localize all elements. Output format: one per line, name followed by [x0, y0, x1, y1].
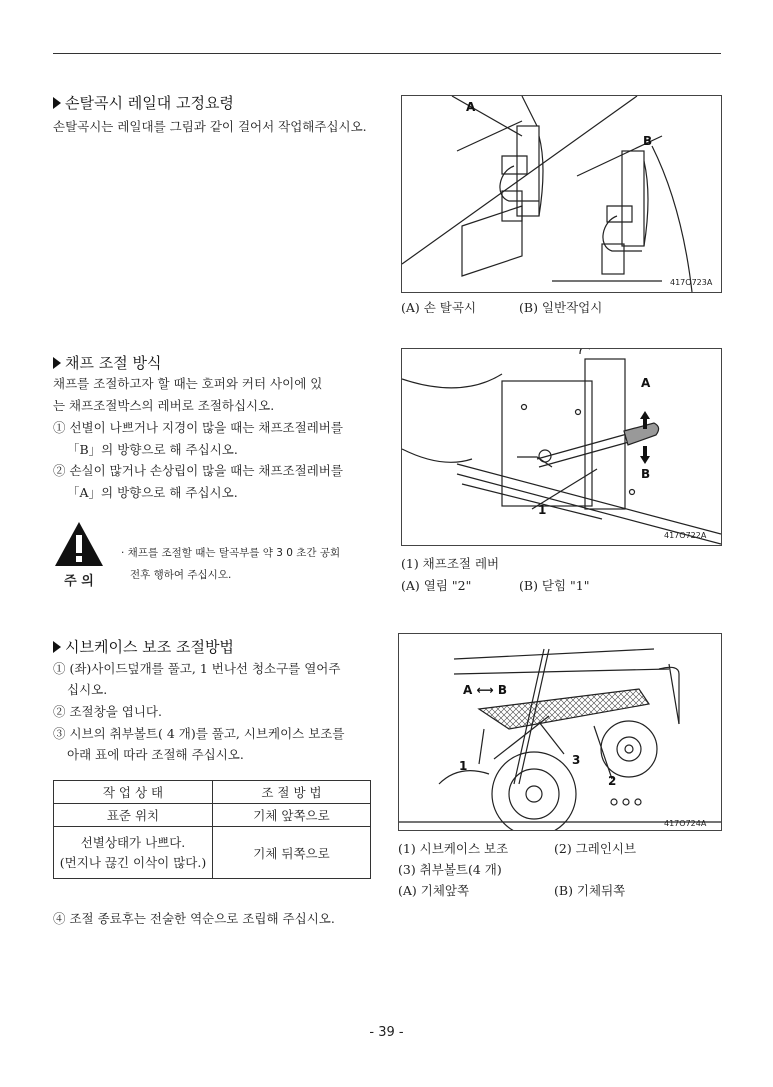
warning-icon: [53, 520, 105, 568]
figure-code: 417O722A: [664, 531, 707, 540]
rail-illustration: [402, 96, 721, 292]
caption-3: (3) 취부볼트(4 개): [398, 862, 502, 877]
label-a-b: A ⟷ B: [463, 683, 507, 697]
header-rule: [53, 53, 721, 54]
caption-b: (B) 일반작업시: [519, 300, 603, 315]
table-row: [54, 804, 371, 827]
caption-b: (B) 기체뒤쪽: [554, 883, 626, 898]
figure-code: 417O723A: [670, 278, 713, 287]
rail-figure: [401, 95, 722, 293]
table-cell: 선별상태가 나쁘다. (먼지나 끊긴 이삭이 많다.): [54, 827, 213, 879]
chaff-line-5: ② 손실이 많거나 손상립이 많을 때는 채프조절레버를: [53, 463, 343, 478]
label-a: A: [466, 100, 476, 114]
sieve-case-illustration: [399, 634, 721, 830]
table-header: 작 업 상 태: [54, 781, 213, 804]
chaff-figure: [401, 348, 722, 546]
triangle-bullet-icon: [53, 97, 61, 109]
table-row: [54, 827, 371, 879]
triangle-bullet-icon: [53, 357, 61, 369]
section-heading-rail-fix: 손탈곡시 레일대 고정요령: [53, 92, 234, 113]
caption-a: (A) 손 탈곡시: [401, 300, 477, 315]
sieve-line-2: 십시오.: [67, 682, 108, 697]
label-2: 2: [608, 774, 617, 788]
warning-label: 주 의: [64, 574, 94, 589]
chaff-line-4: 「B」의 방향으로 해 주십시오.: [67, 442, 238, 457]
chaff-line-2: 는 채프조절박스의 레버로 조절하십시오.: [53, 398, 275, 413]
caption-b: (B) 닫힘 "1": [519, 578, 590, 593]
caption-a: (A) 기체앞쪽: [398, 883, 470, 898]
caption-1: (1) 채프조절 레버: [401, 556, 500, 571]
sieve-line-3: ② 조절창을 엽니다.: [53, 704, 162, 719]
adjustment-table: [53, 780, 371, 879]
table-cell: 기체 뒤쪽으로: [213, 827, 371, 879]
caption-a: (A) 열림 "2": [401, 578, 472, 593]
label-1: 1: [459, 759, 468, 773]
caption-1: (1) 시브케이스 보조: [398, 841, 509, 856]
table-header: 조 절 방 법: [213, 781, 371, 804]
warning-line-1: · 채프를 조절할 때는 탈곡부를 약 3 0 초간 공회: [121, 547, 341, 559]
label-1: 1: [538, 503, 547, 517]
label-3: 3: [572, 753, 581, 767]
label-a: A: [641, 376, 651, 390]
page-number: - 39 -: [369, 1025, 404, 1040]
table-cell: 기체 앞쪽으로: [213, 804, 371, 827]
caption-2: (2) 그레인시브: [554, 841, 637, 856]
chaff-line-1: 채프를 조절하고자 할 때는 호퍼와 커터 사이에 있: [53, 376, 323, 391]
sieve-line-4: ③ 시브의 취부볼트( 4 개)를 풀고, 시브케이스 보조를: [53, 726, 345, 741]
warning-line-2: 전후 행하여 주십시오.: [130, 569, 232, 581]
sieve-line-1: ① (좌)사이드덮개를 풀고, 1 번나선 청소구를 열어주: [53, 661, 341, 676]
sieve-figure: [398, 633, 722, 831]
chaff-lever-illustration: [402, 349, 721, 545]
section-heading-sieve: 시브케이스 보조 조절방법: [53, 636, 234, 657]
sieve-line-5: 아래 표에 따라 조절해 주십시오.: [67, 747, 244, 762]
chaff-line-3: ① 선별이 나쁘거나 지경이 많을 때는 채프조절레버를: [53, 420, 343, 435]
section1-body: 손탈곡시는 레일대를 그림과 같이 걸어서 작업해주십시오.: [53, 119, 367, 134]
chaff-line-6: 「A」의 방향으로 해 주십시오.: [67, 485, 238, 500]
table-cell: 표준 위치: [54, 804, 213, 827]
sieve-step-4: ④ 조절 종료후는 전술한 역순으로 조립해 주십시오.: [53, 911, 335, 926]
section-heading-chaff: 채프 조절 방식: [53, 352, 161, 373]
figure-code: 417O724A: [664, 819, 707, 828]
label-b: B: [641, 467, 651, 481]
triangle-bullet-icon: [53, 641, 61, 653]
label-b: B: [643, 134, 653, 148]
